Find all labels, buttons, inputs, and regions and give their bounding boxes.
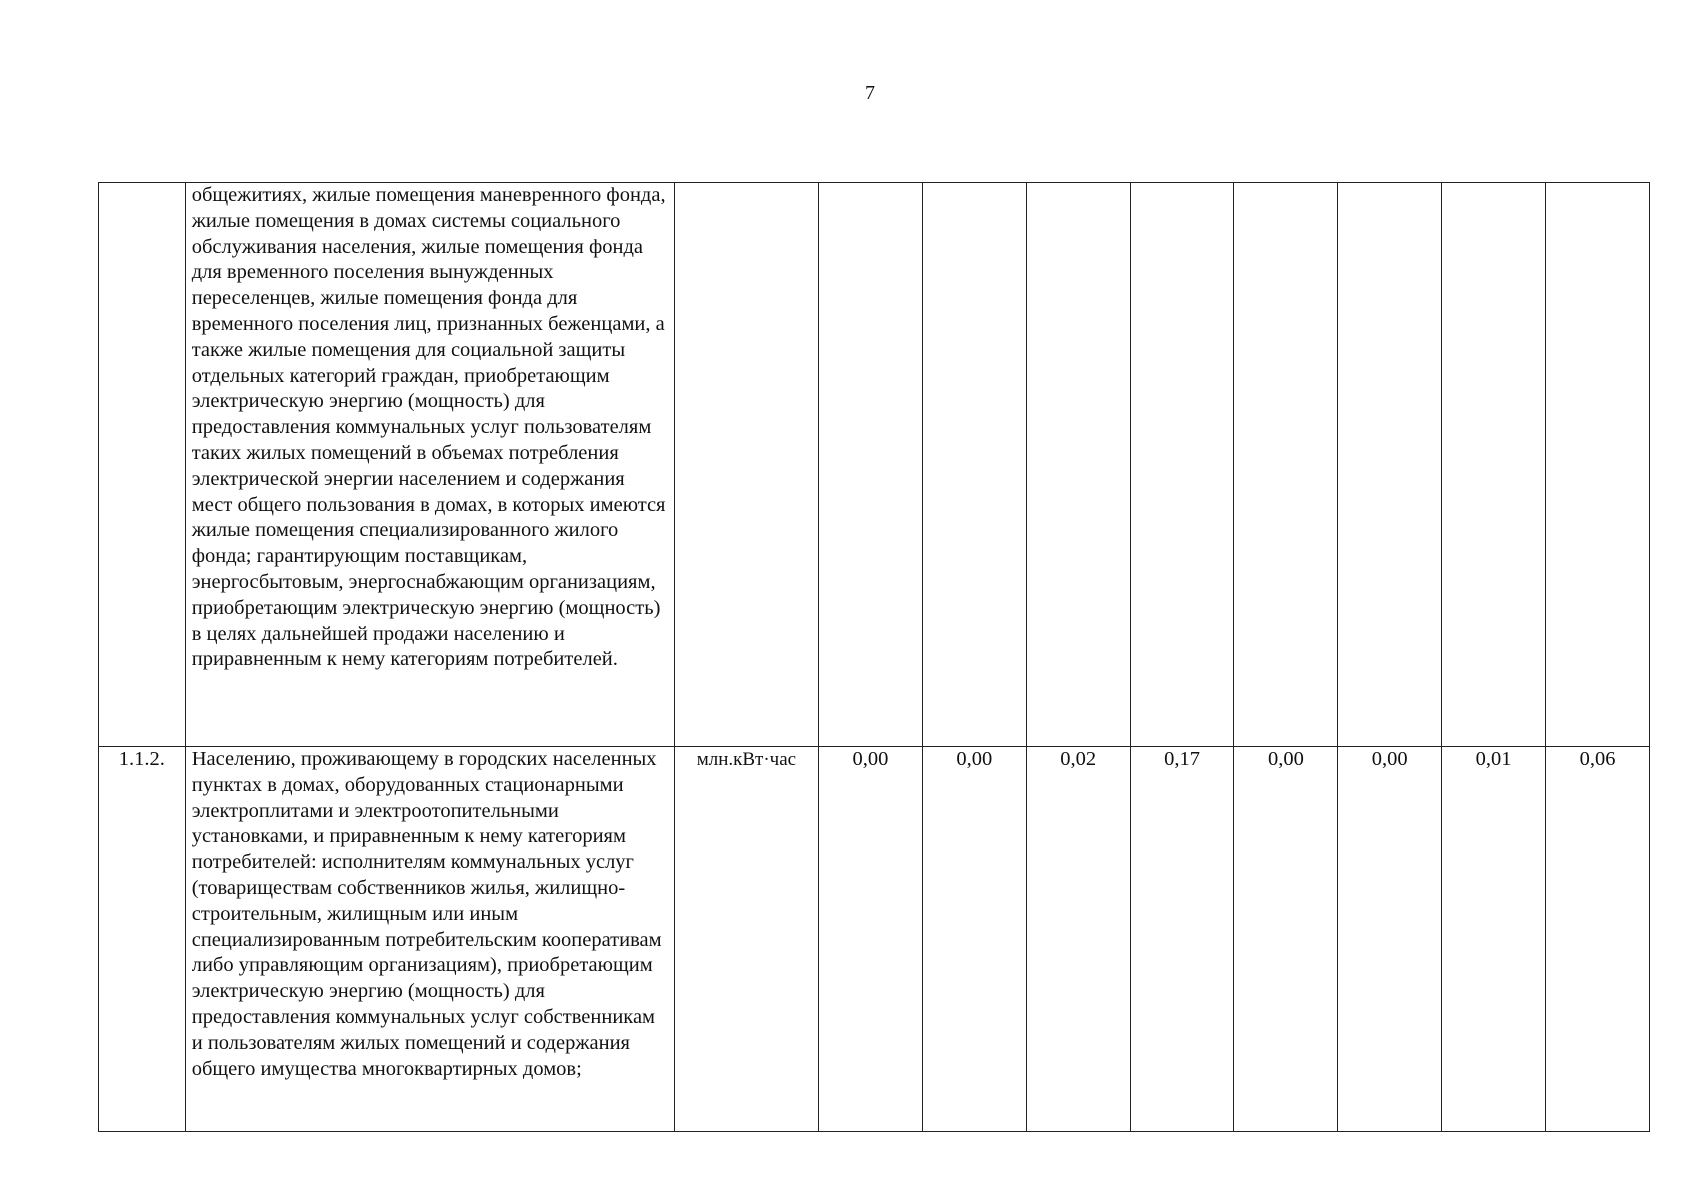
table-row: [99, 183, 1650, 747]
value-cell: [922, 183, 1026, 747]
value-cell: 0,17: [1130, 747, 1234, 1132]
description-cell: [185, 747, 674, 1132]
value-cell: [819, 183, 923, 747]
value-cell: 0,00: [819, 747, 923, 1132]
table-row: [99, 747, 1650, 1132]
value-cell: [1546, 183, 1650, 747]
unit-cell: млн.кВт·час: [674, 747, 818, 1132]
row-number-cell: [99, 183, 186, 747]
description-cell: [185, 183, 674, 747]
row-number-cell: 1.1.2.: [99, 747, 186, 1132]
value-cell: 0,06: [1546, 747, 1650, 1132]
page-number: 7: [865, 82, 875, 104]
value-cell: 0,02: [1026, 747, 1130, 1132]
value-cell: [1338, 183, 1442, 747]
unit-cell: [674, 183, 818, 747]
data-table: [98, 182, 1650, 1132]
value-cell: [1234, 183, 1338, 747]
value-cell: 0,01: [1442, 747, 1546, 1132]
description-text: общежитиях, жилые помещения маневренного фонда, жилые помещения в домах системы социального обслуживания населения, жилые помещения фонда для временного поселения вынужденных переселенцев, жилые помещения фонда для временного поселения лиц, признанных беженцами, а также жилые помещения для социальной защиты отдельных категорий граждан, приобретающим электрическую энергию (мощность) для предоставления коммунальных услуг пользователям таких жилых помещений в объемах потребления электрической энергии населением и содержания мест общего пользования в домах, в которых имеются жилые помещения специализированного жилого фонда; гарантирующим поставщикам, энергосбытовым, энергоснабжающим организациям, приобретающим электрическую энергию (мощность) в целях дальнейшей продажи населению и приравненным к нему категориям потребителей.: [191, 184, 666, 671]
value-cell: 0,00: [1234, 747, 1338, 1132]
description-text: Населению, проживающему в городских населенных пунктах в домах, оборудованных стационарными электроплитами и электроотопительными установками, и приравненным к нему категориям потребителей: исполнителям коммунальных услуг (товариществам собственников жилья, жилищно-строительным, жилищным или иным специализированным потребительским кооперативам либо управляющим организациям), приобретающим электрическую энергию (мощность) для предоставления коммунальных услуг собственникам и пользователям жилых помещений и содержания общего имущества многоквартирных домов;: [191, 748, 662, 1080]
value-cell: [1130, 183, 1234, 747]
value-cell: 0,00: [922, 747, 1026, 1132]
value-cell: 0,00: [1338, 747, 1442, 1132]
value-cell: [1442, 183, 1546, 747]
value-cell: [1026, 183, 1130, 747]
